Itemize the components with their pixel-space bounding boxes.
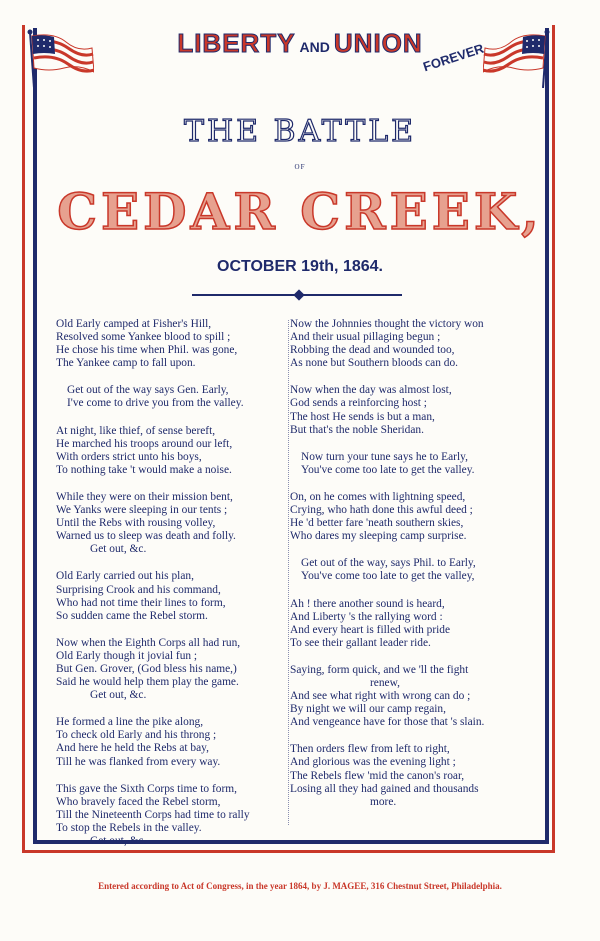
- banner-forever: FOREVER: [421, 40, 486, 75]
- verse-line: Old Early camped at Fisher's Hill,: [56, 318, 212, 330]
- verse-line: And vengeance have for those that 's slain.: [290, 716, 485, 729]
- verse-line: Robbing the dead and wounded too,: [290, 344, 455, 357]
- stanza: [56, 570, 290, 622]
- verse-line: At night, like thief, of sense bereft,: [56, 424, 216, 437]
- stanza: [56, 318, 290, 370]
- verse-line: He formed a line the pike along,: [56, 716, 204, 729]
- verse-line: You've come too late to get the valley.: [301, 463, 475, 476]
- verse-line: I've come to drive you from the valley.: [67, 397, 244, 410]
- us-flag-right-icon: [483, 28, 553, 88]
- verse-line: Until the Rebs with rousing volley,: [56, 517, 216, 530]
- verse-line: And Liberty 's the rallying word :: [290, 610, 443, 623]
- verse-line: We Yanks were sleeping in our tents ;: [56, 504, 228, 517]
- stanza: [290, 664, 530, 729]
- verse-line: Who bravely faced the Rebel storm,: [56, 795, 221, 808]
- verse-line: With orders strict unto his boys,: [56, 450, 202, 463]
- stanza: [56, 783, 290, 848]
- verse-line: And their usual pillaging begun ;: [290, 331, 441, 344]
- title-cedar-creek: CEDAR CREEK,: [57, 182, 543, 241]
- verse-line: renew,: [370, 676, 400, 689]
- verse-line: Now the Johnnies thought the victory won: [290, 318, 484, 330]
- verse-line: Who had not time their lines to form,: [56, 596, 226, 609]
- verse-line: He marched his troops around our left,: [56, 437, 233, 450]
- chorus-line: Get out, &c.: [90, 835, 147, 847]
- verse-line: On, on he comes with lightning speed,: [290, 490, 466, 503]
- stanza: [56, 716, 290, 768]
- verse-line: Saying, form quick, and we 'll the fight: [290, 663, 469, 676]
- verse-line: And glorious was the evening light ;: [290, 756, 456, 769]
- verse-line: Losing all they had gained and thousands: [290, 782, 479, 795]
- verse-line: Get out of the way says Gen. Early,: [67, 384, 229, 397]
- stanza: [56, 384, 290, 410]
- banner-union: UNION: [333, 28, 423, 58]
- verse-line: And here he held the Rebs at bay,: [56, 742, 209, 755]
- verse-line: Old Early carried out his plan,: [56, 570, 194, 583]
- verse-line: So sudden came the Rebel storm.: [56, 609, 208, 622]
- verse-line: He chose his time when Phil. was gone,: [56, 344, 238, 357]
- verse-line: And see what right with wrong can do ;: [290, 690, 471, 703]
- verse-line: Old Early though it jovial fun ;: [56, 649, 198, 662]
- title-of: OF: [294, 163, 306, 171]
- verse-line: Resolved some Yankee blood to spill ;: [56, 331, 231, 344]
- liberty-union-banner: [110, 28, 490, 74]
- verse-line: Warned us to sleep was death and folly.: [56, 530, 236, 543]
- verse-line: But Gen. Grover, (God bless his name,): [56, 662, 237, 675]
- verse-line: While they were on their mission bent,: [56, 490, 233, 503]
- verse-line: Who dares my sleeping camp surprise.: [290, 530, 467, 543]
- verse-line: But that's the noble Sheridan.: [290, 423, 424, 436]
- verse-line: The host He sends is but a man,: [290, 410, 435, 423]
- verse-line: Ah ! there another sound is heard,: [290, 597, 445, 610]
- stanza: [290, 318, 530, 370]
- stanza: [290, 743, 530, 808]
- verse-line: God sends a reinforcing host ;: [290, 397, 427, 410]
- title-the-battle: THE BATTLE: [183, 114, 417, 149]
- stanza: [290, 491, 530, 543]
- us-flag-left-icon: [24, 28, 94, 88]
- copyright-imprint: Entered according to Act of Congress, in the year 1864, by J. MAGEE, 316 Chestnut Street, Philadelphia.: [98, 881, 502, 891]
- chorus-line: Get out, &c.: [90, 543, 147, 556]
- verse-line: This gave the Sixth Corps time to form,: [56, 782, 237, 795]
- verse-line: more.: [370, 795, 397, 808]
- verse-line: Now when the Eighth Corps all had run,: [56, 636, 241, 649]
- verse-line: Now when the day was almost lost,: [290, 384, 452, 397]
- stanza: [56, 637, 290, 702]
- verse-line: By night we will our camp regain,: [290, 703, 446, 716]
- verse-line: He 'd better fare 'neath southern skies,: [290, 517, 464, 530]
- verse-line: As none but Southern bloods can do.: [290, 357, 458, 370]
- verse-line: Get out of the way, says Phil. to Early,: [301, 557, 476, 570]
- poem-right-column: [290, 318, 530, 823]
- verse-line: Then orders flew from left to right,: [290, 743, 450, 756]
- verse-line: Now turn your tune says he to Early,: [301, 450, 468, 463]
- poem-left-column: [56, 318, 290, 862]
- verse-line: Till the Nineteenth Corps had time to rally: [56, 808, 250, 821]
- verse-line: To see their gallant leader ride.: [290, 636, 431, 649]
- battle-date: OCTOBER 19th, 1864.: [217, 258, 383, 275]
- verse-line: Till he was flanked from every way.: [56, 755, 221, 768]
- verse-line: Crying, who hath done this awful deed ;: [290, 504, 473, 517]
- stanza: [290, 451, 530, 477]
- verse-line: The Rebels flew 'mid the canon's roar,: [290, 769, 465, 782]
- banner-and: AND: [299, 39, 330, 55]
- verse-line: To check old Early and his throng ;: [56, 729, 217, 742]
- stanza: [56, 425, 290, 477]
- chorus-line: Get out, &c.: [90, 689, 147, 702]
- verse-line: The Yankee camp to fall upon.: [56, 357, 196, 370]
- banner-liberty: LIBERTY: [177, 28, 296, 58]
- stanza: [290, 384, 530, 436]
- stanza: [290, 598, 530, 650]
- stanza: [290, 557, 530, 583]
- verse-line: You've come too late to get the valley,: [301, 570, 475, 583]
- verse-line: Surprising Crook and his command,: [56, 583, 221, 596]
- verse-line: To stop the Rebels in the valley.: [56, 821, 202, 834]
- verse-line: Said he would help them play the game.: [56, 676, 239, 689]
- verse-line: To nothing take 't would make a noise.: [56, 463, 232, 476]
- stanza: [56, 491, 290, 556]
- verse-line: And every heart is filled with pride: [290, 623, 451, 636]
